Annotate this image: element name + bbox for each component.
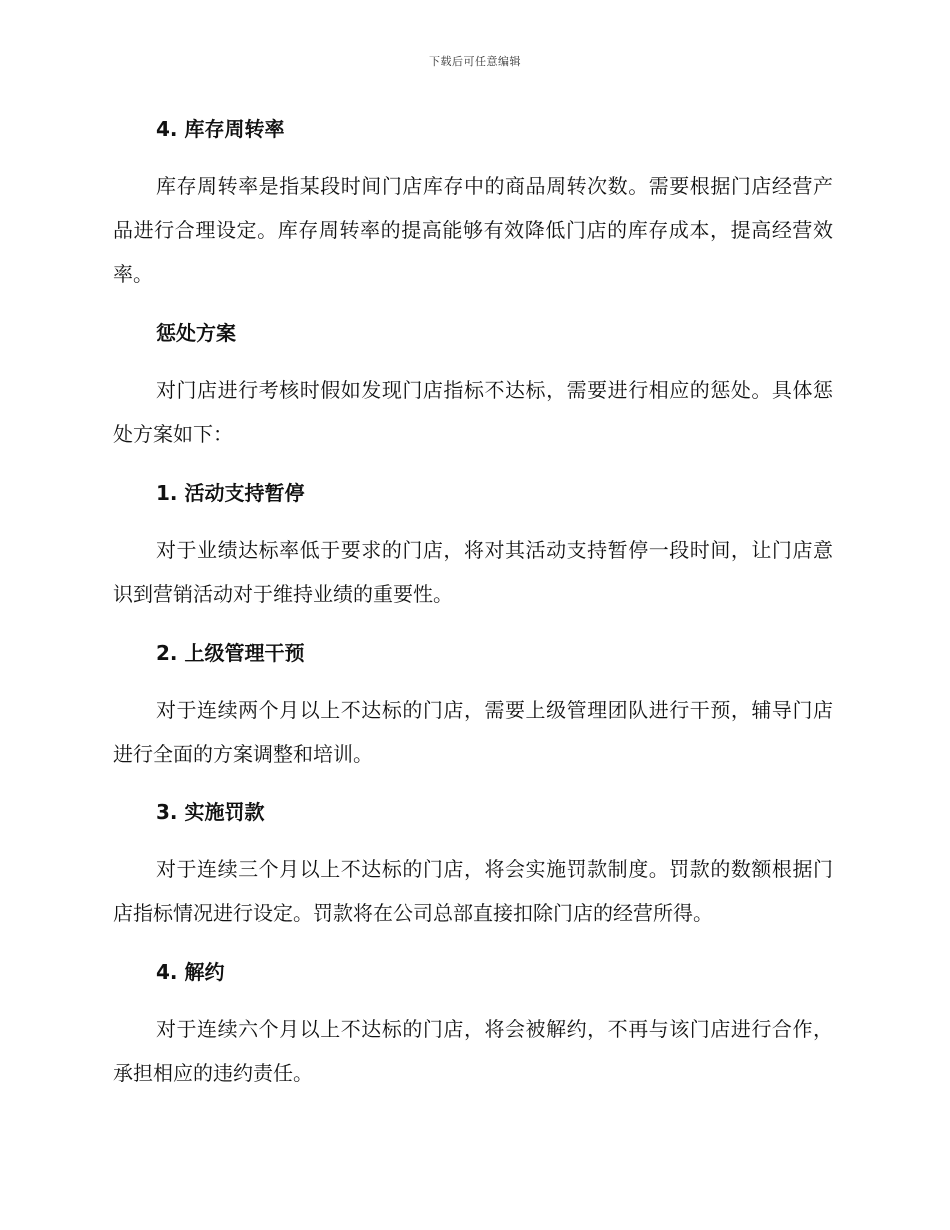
paragraph-inventory-turnover: 库存周转率是指某段时间门店库存中的商品周转次数。需要根据门店经营产品进行合理设定。库存周转率的提高能够有效降低门店的库存成本，提高经营效率。 xyxy=(113,174,833,286)
header-note: 下载后可任意编辑 xyxy=(429,55,521,68)
heading-inventory-turnover: 4. 库存周转率 xyxy=(156,117,285,141)
paragraph-termination: 对于连续六个月以上不达标的门店，将会被解约，不再与该门店进行合作，承担相应的违约责任。 xyxy=(113,1017,833,1085)
heading-penalty-plan: 惩处方案 xyxy=(156,321,236,345)
paragraph-activity-suspension: 对于业绩达标率低于要求的门店，将对其活动支持暂停一段时间，让门店意识到营销活动对于维持业绩的重要性。 xyxy=(113,538,833,606)
paragraph-penalty-plan: 对门店进行考核时假如发现门店指标不达标，需要进行相应的惩处。具体惩处方案如下： xyxy=(113,378,833,446)
heading-termination: 4. 解约 xyxy=(156,960,225,984)
heading-fines: 3. 实施罚款 xyxy=(156,800,265,824)
heading-activity-suspension: 1. 活动支持暂停 xyxy=(156,481,305,505)
paragraph-management-intervention: 对于连续两个月以上不达标的门店，需要上级管理团队进行干预，辅导门店进行全面的方案调整和培训。 xyxy=(113,698,833,766)
paragraph-fines: 对于连续三个月以上不达标的门店，将会实施罚款制度。罚款的数额根据门店指标情况进行设定。罚款将在公司总部直接扣除门店的经营所得。 xyxy=(113,857,833,925)
heading-management-intervention: 2. 上级管理干预 xyxy=(156,641,305,665)
